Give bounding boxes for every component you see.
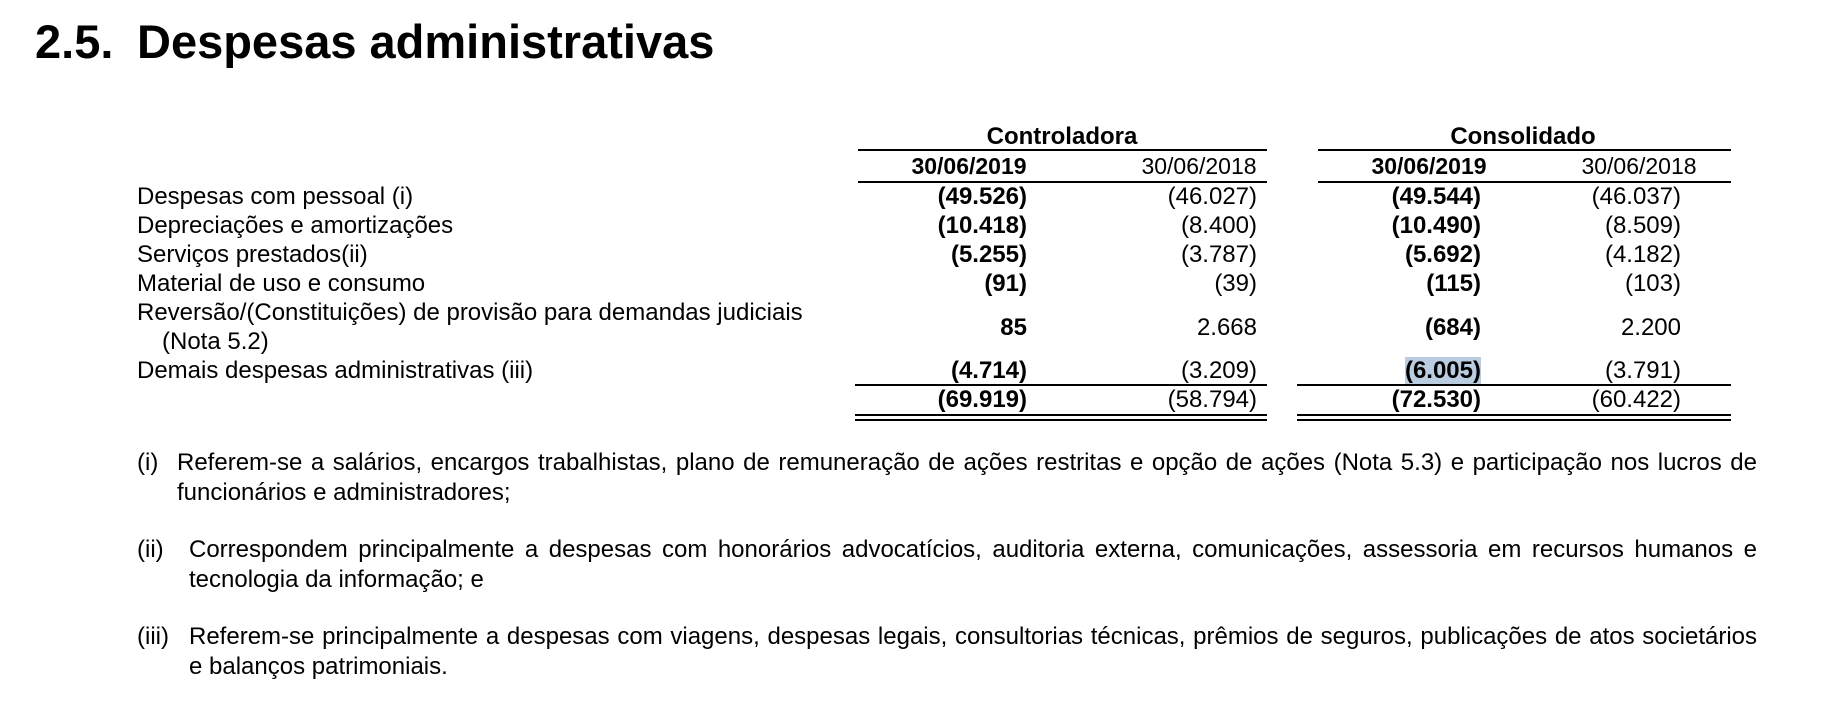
section-title-text: Despesas administrativas <box>137 15 715 68</box>
total-double-line-consolidado <box>1297 414 1731 421</box>
cell-cons-2019: (10.490) <box>1391 212 1481 239</box>
highlighted-value: (6.005) <box>1404 357 1481 384</box>
section-title <box>35 14 714 69</box>
group-underline-controladora <box>858 149 1267 151</box>
cell-ctrl-2018: (3.787) <box>1180 241 1257 268</box>
row-label-reversao-provisao: Reversão/(Constituições) de provisão para demandas judiciais <box>137 299 803 326</box>
group-header-consolidado: Consolidado <box>1450 123 1596 150</box>
cell-ctrl-2018: (3.209) <box>1180 357 1257 384</box>
footnote-marker: (iii) <box>137 623 169 650</box>
footnote-iii <box>137 622 1757 682</box>
row-label-material-uso: Material de uso e consumo <box>137 270 426 297</box>
footnote-text: Correspondem principalmente a despesas com honorários advocatícios, auditoria externa, comunicações, assessoria em recursos humanos e tecnologia da informação; e <box>189 536 1757 593</box>
cell-ctrl-2019: (49.526) <box>937 183 1027 210</box>
cell-cons-2019: (49.544) <box>1391 183 1481 210</box>
group-underline-consolidado <box>1318 149 1731 151</box>
footnote-marker: (ii) <box>137 536 164 563</box>
footnote-text: Referem-se principalmente a despesas com viagens, despesas legais, consultorias técnicas, prêmios de seguros, publicações de atos societários e balanços patrimoniais. <box>189 623 1757 680</box>
row-label-reversao-provisao-note: (Nota 5.2) <box>162 328 269 355</box>
footnotes <box>137 448 1757 709</box>
cell-ctrl-2018: (39) <box>1214 270 1257 297</box>
total-ctrl-2018: (58.794) <box>1167 386 1257 413</box>
total-cons-2018: (60.422) <box>1591 386 1681 413</box>
cell-ctrl-2018: (8.400) <box>1180 212 1257 239</box>
cell-cons-2018: 2.200 <box>1620 314 1681 341</box>
row-label-demais-despesas: Demais despesas administrativas (iii) <box>137 357 534 384</box>
cell-cons-2018: (4.182) <box>1604 241 1681 268</box>
section-number: 2.5. <box>35 15 114 68</box>
footnote-ii <box>137 535 1757 595</box>
total-double-line-controladora <box>855 414 1267 421</box>
footnote-marker: (i) <box>137 449 159 476</box>
cell-ctrl-2019: (10.418) <box>937 212 1027 239</box>
column-header-cons-2019: 30/06/2019 <box>1371 153 1487 179</box>
cell-cons-2019: (684) <box>1424 314 1481 341</box>
cell-ctrl-2019: (4.714) <box>950 357 1027 384</box>
column-header-ctrl-2018: 30/06/2018 <box>1141 153 1257 179</box>
cell-ctrl-2019: (5.255) <box>950 241 1027 268</box>
cell-cons-2018: (8.509) <box>1604 212 1681 239</box>
footnote-text: Referem-se a salários, encargos trabalhistas, plano de remuneração de ações restritas e opção de ações (Nota 5.3) e participação nos lucros de funcionários e administradores; <box>177 449 1757 506</box>
cell-cons-2018: (103) <box>1624 270 1681 297</box>
cell-cons-2019: (115) <box>1426 270 1481 297</box>
total-ctrl-2019: (69.919) <box>937 386 1027 413</box>
row-label-servicos-prestados: Serviços prestados(ii) <box>137 241 368 268</box>
cell-ctrl-2018: 2.668 <box>1196 314 1257 341</box>
group-header-controladora: Controladora <box>986 123 1138 150</box>
cell-cons-2019 <box>1321 357 1481 385</box>
cell-ctrl-2019: (91) <box>984 270 1027 297</box>
footnote-i <box>137 448 1757 508</box>
cell-cons-2019: (5.692) <box>1404 241 1481 268</box>
column-header-cons-2018: 30/06/2018 <box>1581 153 1697 179</box>
cell-ctrl-2018: (46.027) <box>1167 183 1257 210</box>
total-cons-2019: (72.530) <box>1391 386 1481 413</box>
cell-cons-2018: (46.037) <box>1591 183 1681 210</box>
row-label-despesas-pessoal: Despesas com pessoal (i) <box>137 183 414 210</box>
cell-cons-2018: (3.791) <box>1604 357 1681 384</box>
cell-ctrl-2019: 85 <box>1000 314 1027 341</box>
expenses-table <box>137 120 1737 430</box>
row-label-depreciacoes: Depreciações e amortizações <box>137 212 454 239</box>
column-header-ctrl-2019: 30/06/2019 <box>911 153 1027 179</box>
